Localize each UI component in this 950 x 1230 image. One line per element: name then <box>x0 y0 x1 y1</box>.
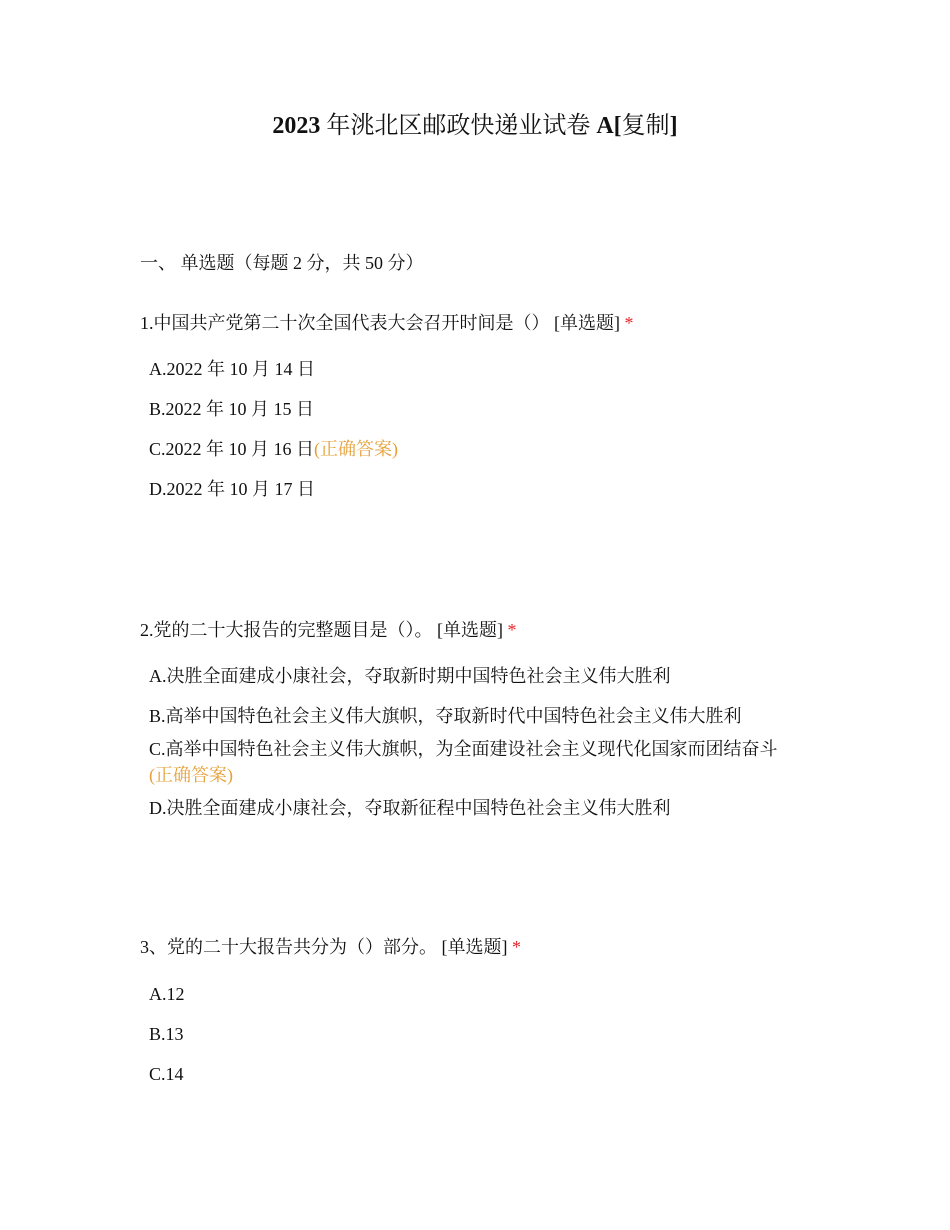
option-label: C.14 <box>149 1064 184 1084</box>
option-2a[interactable] <box>149 663 671 689</box>
required-mark: * <box>624 313 634 333</box>
question-2 <box>140 617 517 643</box>
option-label: A.决胜全面建成小康社会，夺取新时期中国特色社会主义伟大胜利 <box>149 666 671 686</box>
option-label: B.2022 年 10 月 15 日 <box>149 399 315 419</box>
option-2b[interactable] <box>149 703 742 729</box>
title-text: 年洮北区邮政快递业试卷 <box>326 113 591 139</box>
section-heading: 一、 单选题（每题 2 分，共 50 分） <box>140 253 424 273</box>
required-mark: * <box>512 937 521 957</box>
title-bracket-open: [ <box>613 113 622 139</box>
correct-answer-tag: (正确答案) <box>314 439 399 459</box>
option-3c[interactable] <box>149 1061 184 1087</box>
option-label: C.2022 年 10 月 16 日 <box>149 439 315 459</box>
title-copy-label: 复制 <box>621 113 670 139</box>
question-1 <box>140 310 634 336</box>
required-mark: * <box>507 620 517 640</box>
option-2d[interactable] <box>149 795 671 821</box>
option-label: A.12 <box>149 984 185 1004</box>
option-label: D.决胜全面建成小康社会，夺取新征程中国特色社会主义伟大胜利 <box>149 798 671 818</box>
correct-answer-tag: (正确答案) <box>149 765 233 785</box>
option-label: D.2022 年 10 月 17 日 <box>149 479 315 499</box>
option-label: C.高举中国特色社会主义伟大旗帜，为全面建设社会主义现代化国家而团结奋斗 <box>149 739 778 759</box>
question-text: 1.中国共产党第二十次全国代表大会召开时间是（） [单选题] <box>140 313 620 333</box>
page-title <box>0 110 950 142</box>
question-text: 3、党的二十大报告共分为（）部分。 [单选题] <box>140 937 508 957</box>
option-1a[interactable] <box>149 356 315 382</box>
option-label: B.13 <box>149 1024 184 1044</box>
title-year: 2023 <box>272 113 321 139</box>
title-bracket-close: ] <box>669 113 678 139</box>
option-label: B.高举中国特色社会主义伟大旗帜，夺取新时代中国特色社会主义伟大胜利 <box>149 706 742 726</box>
option-1c[interactable] <box>149 436 398 462</box>
question-text: 2.党的二十大报告的完整题目是（）。 [单选题] <box>140 620 503 640</box>
option-2c[interactable] <box>149 736 819 788</box>
option-3a[interactable] <box>149 981 185 1007</box>
question-3 <box>140 934 521 960</box>
option-1d[interactable] <box>149 476 315 502</box>
title-letter: A <box>596 113 614 139</box>
option-label: A.2022 年 10 月 14 日 <box>149 359 315 379</box>
option-3b[interactable] <box>149 1021 184 1047</box>
option-1b[interactable] <box>149 396 314 422</box>
